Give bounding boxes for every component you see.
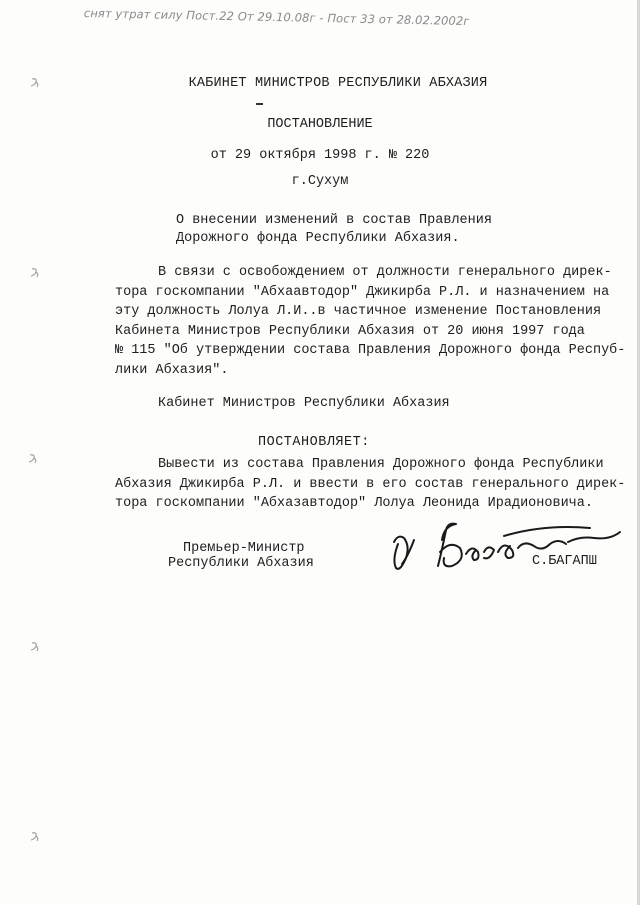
paragraph-line: эту должность Лолуа Л.И..в частичное изменение Постановления	[115, 304, 602, 319]
paragraph-line: В связи с освобождением от должности генерального дирек-	[158, 265, 612, 280]
subject-line: Дорожного фонда Республики Абхазия.	[176, 231, 460, 246]
paragraph-line: лики Абхазия".	[115, 362, 229, 378]
binder-hole-mark-icon	[28, 640, 42, 654]
subject-line: О внесении изменений в состав Правления	[176, 213, 492, 228]
date-and-number: от 29 октября 1998 г. № 220	[210, 148, 430, 163]
city: г.Сухум	[291, 174, 349, 189]
binder-hole-mark-icon	[28, 266, 42, 280]
paragraph-line: Абхазия Джикирба Р.Л. и ввести в его состав генерального дирек-	[115, 476, 626, 492]
decision-paragraph	[115, 455, 625, 514]
paragraph-line: тора госкомпании "Абхаавтодор" Джикирба Р.Л. и назначением на	[115, 284, 610, 300]
paragraph-line: Кабинета Министров Республики Абхазия от 20 июня 1997 года	[115, 323, 585, 339]
handwritten-annotation: снят утрат силу Пост.22 От 29.10.08г - Пост 33 от 28.02.2002г	[83, 6, 470, 29]
binder-hole-mark-icon	[26, 452, 40, 466]
binder-hole-mark-icon	[28, 830, 42, 844]
signatory-title	[168, 541, 314, 571]
cabinet-line: Кабинет Министров Республики Абхазия	[158, 396, 450, 411]
paragraph-line: тора госкомпании "Абхазавтодор" Лолуа Леонида Ирадионовича.	[115, 496, 593, 511]
paragraph-line: Вывести из состава Правления Дорожного фонда Республики	[158, 457, 604, 472]
signer-name: С.БАГАПШ	[532, 554, 597, 569]
signatory-title-line: Премьер-Министр	[183, 541, 305, 556]
document-type: ПОСТАНОВЛЕНИЕ	[267, 117, 373, 132]
signatory-title-line: Республики Абхазия	[168, 556, 314, 571]
paragraph-line: № 115 "Об утверждении состава Правления Дорожного фонда Респуб-	[115, 343, 626, 358]
subject-block	[176, 212, 492, 248]
decree-word: ПОСТАНОВЛЯЕТ:	[258, 435, 370, 450]
organization-title: КАБИНЕТ МИНИСТРОВ РЕСПУБЛИКИ АБХАЗИЯ	[188, 76, 488, 91]
preamble-paragraph	[115, 263, 626, 380]
handwritten-signature	[384, 510, 634, 580]
dash-mark	[256, 103, 263, 105]
